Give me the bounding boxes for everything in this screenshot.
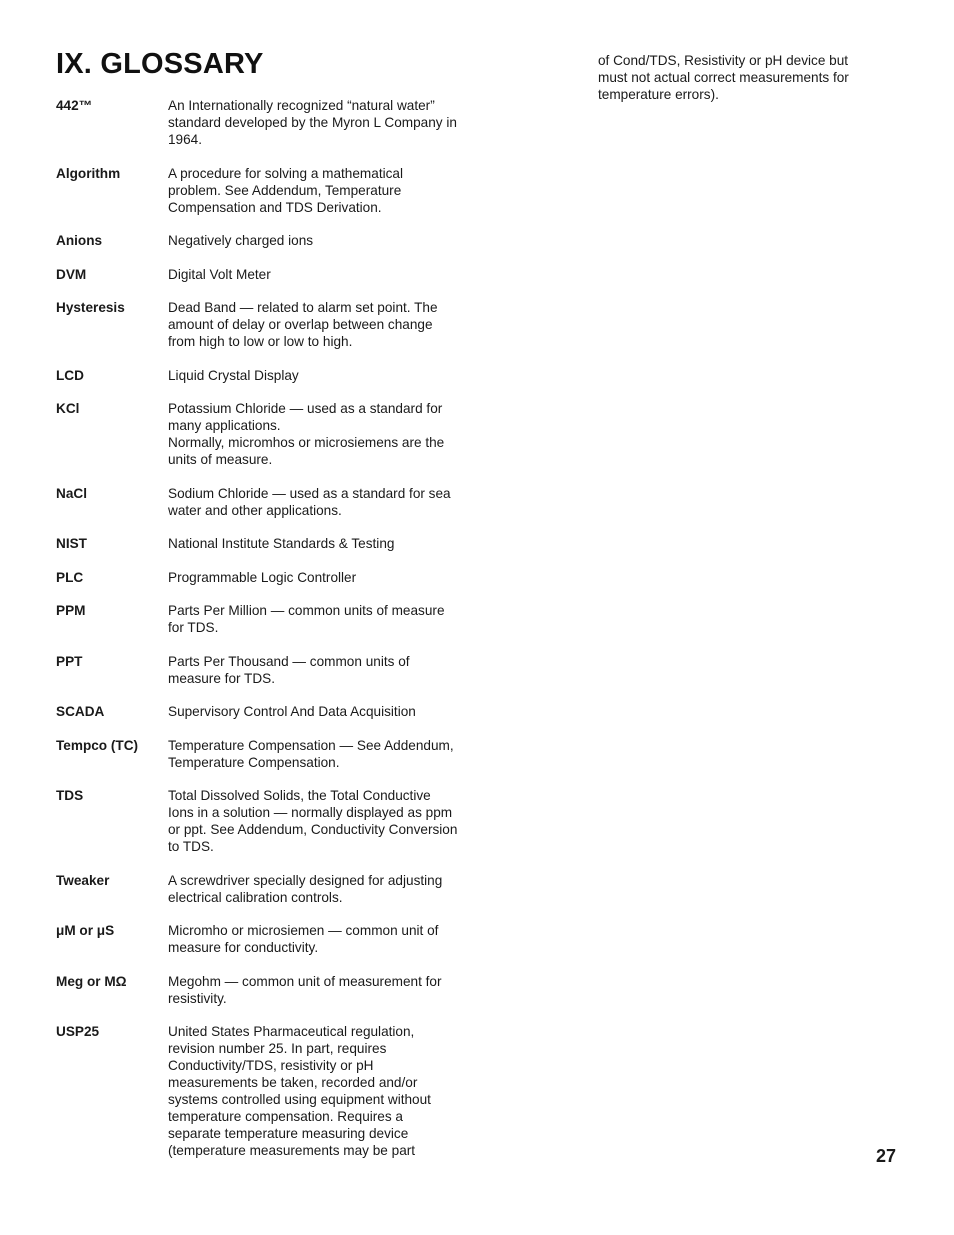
glossary-term: Hysteresis	[56, 300, 125, 315]
glossary-term: Meg or MΩ	[56, 973, 127, 989]
glossary-definition: Temperature Compensation — See Addendum, Temperature Compensation.	[168, 737, 454, 770]
glossary-entry	[56, 973, 476, 1007]
glossary-term: PLC	[56, 569, 84, 585]
glossary-entry	[56, 165, 476, 216]
glossary-definition: A screwdriver specially designed for adjusting electrical calibration controls.	[168, 872, 443, 905]
glossary-term: 442™	[56, 98, 93, 113]
glossary-definition: Dead Band — related to alarm set point. The amount of delay or overlap between change from high to low or low to high.	[168, 300, 438, 349]
glossary-definition: United States Pharmaceutical regulation, revision number 25. In part, requires Conductivity/TDS, resistivity or pH measurements be taken, recorded and/or systems controlled using equipment without temperature compensation. Requires a separate temperature measuring device (temperature measurements may be part	[168, 1024, 431, 1158]
glossary-definition: Programmable Logic Controller	[168, 569, 357, 585]
glossary-entry	[56, 400, 476, 468]
glossary-entry	[56, 485, 476, 519]
glossary-definition: Liquid Crystal Display	[168, 367, 299, 383]
glossary-entry	[56, 737, 476, 771]
glossary-entry	[56, 569, 476, 586]
glossary-continuation-text: of Cond/TDS, Resistivity or pH device but must not actual correct measurements for temperature errors).	[598, 53, 849, 102]
glossary-term: Algorithm	[56, 165, 121, 181]
glossary-entry	[56, 703, 476, 720]
glossary-term: NaCl	[56, 485, 87, 501]
glossary-entry	[56, 1023, 476, 1159]
glossary-definition: Digital Volt Meter	[168, 266, 271, 282]
glossary-term: KCl	[56, 401, 80, 416]
glossary-definition: National Institute Standards & Testing	[168, 536, 395, 551]
glossary-term: Tempco (TC)	[56, 737, 139, 753]
glossary-entry	[56, 653, 476, 687]
glossary-entry	[56, 299, 476, 350]
glossary-term: μM or μS	[56, 923, 115, 938]
page-title: IX. GLOSSARY	[56, 48, 264, 80]
glossary-term: NIST	[56, 536, 87, 551]
glossary-definition: Supervisory Control And Data Acquisition	[168, 704, 416, 719]
glossary-definition: Negatively charged ions	[168, 233, 314, 248]
page-number: 27	[876, 1146, 897, 1166]
glossary-entry	[56, 367, 476, 384]
glossary-list	[56, 97, 476, 1176]
glossary-entry	[56, 97, 476, 148]
glossary-definition: Total Dissolved Solids, the Total Conductive Ions in a solution — normally displayed as ppm or ppt. See Addendum, Conductivity Conversion to TDS.	[168, 788, 458, 854]
glossary-entry	[56, 232, 476, 249]
glossary-definition: Parts Per Million — common units of measure for TDS.	[168, 603, 445, 635]
glossary-term: SCADA	[56, 704, 105, 719]
glossary-entry	[56, 872, 476, 906]
glossary-entry	[56, 266, 476, 283]
glossary-definition: Sodium Chloride — used as a standard for sea water and other applications.	[168, 485, 451, 518]
glossary-definition: A procedure for solving a mathematical problem. See Addendum, Temperature Compensation and TDS Derivation.	[168, 165, 403, 215]
glossary-term: PPM	[56, 603, 86, 618]
glossary-entry	[56, 535, 476, 552]
glossary-term: Anions	[56, 233, 103, 248]
glossary-definition: Potassium Chloride — used as a standard for many applications. Normally, micromhos or microsiemens are the units of measure.	[168, 401, 445, 467]
glossary-term: LCD	[56, 367, 84, 383]
glossary-definition: Micromho or microsiemen — common unit of measure for conductivity.	[168, 923, 439, 955]
glossary-entry	[56, 787, 476, 855]
glossary-term: DVM	[56, 266, 87, 282]
glossary-term: USP25	[56, 1024, 100, 1039]
glossary-definition: An Internationally recognized “natural water” standard developed by the Myron L Company in 1964.	[168, 98, 457, 147]
glossary-definition: Megohm — common unit of measurement for resistivity.	[168, 973, 442, 1006]
glossary-term: TDS	[56, 788, 84, 803]
glossary-definition: Parts Per Thousand — common units of measure for TDS.	[168, 653, 410, 686]
glossary-entry	[56, 602, 476, 636]
glossary-entry	[56, 922, 476, 956]
glossary-term: Tweaker	[56, 872, 110, 888]
glossary-term: PPT	[56, 653, 83, 669]
